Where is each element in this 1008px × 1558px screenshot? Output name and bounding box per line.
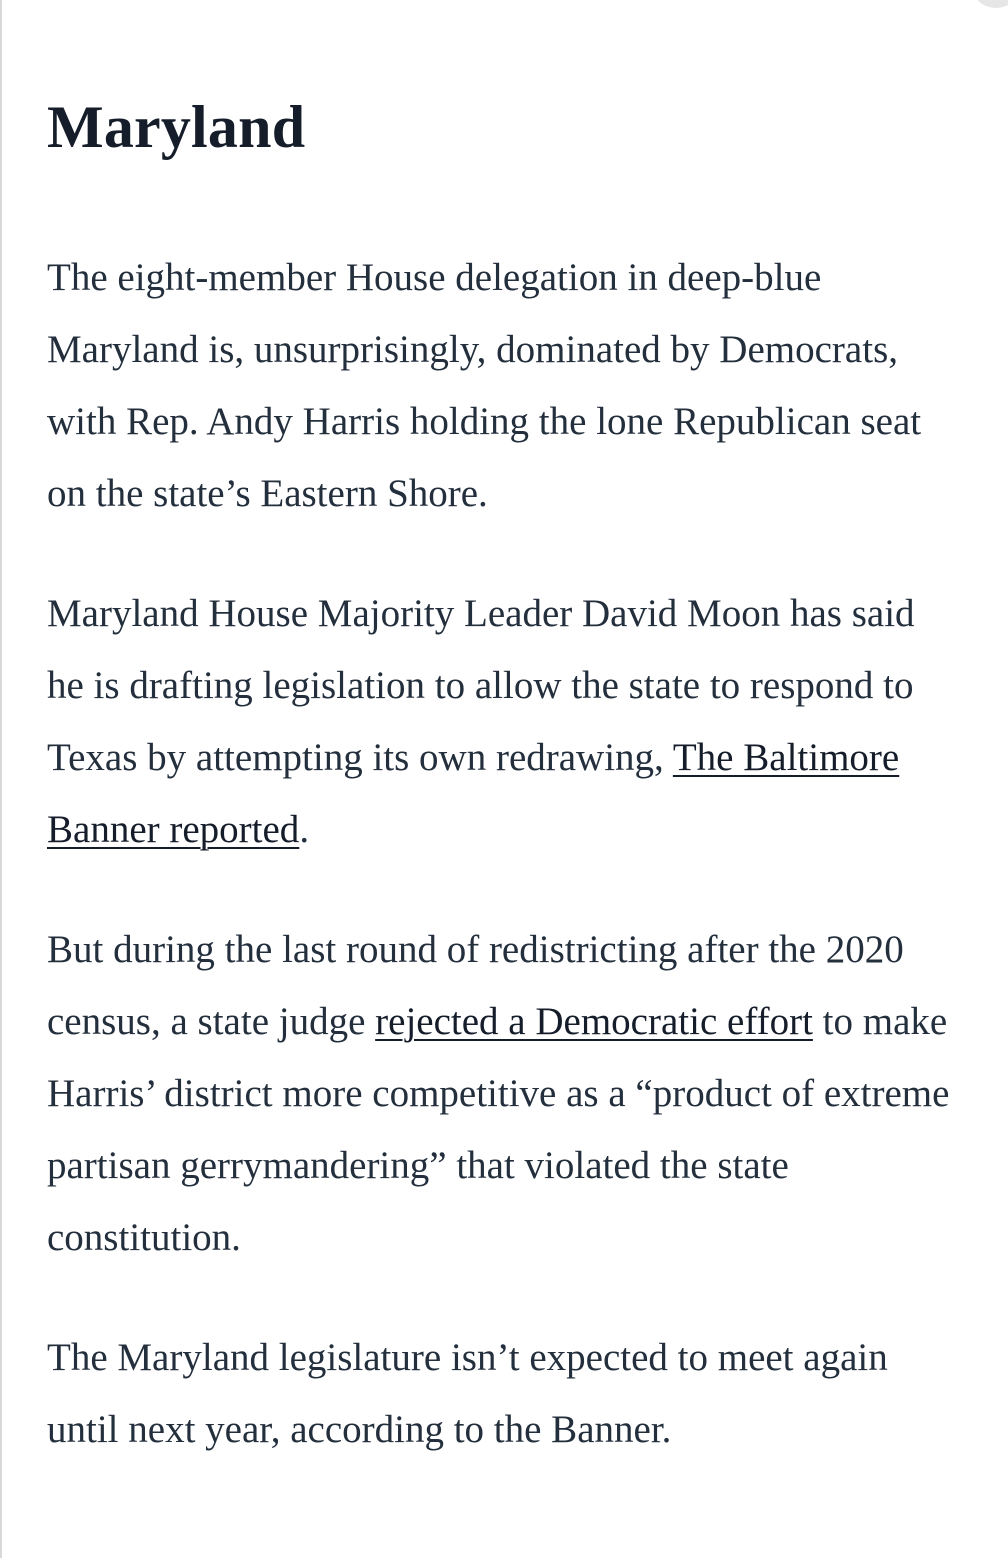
scroll-corner-shade — [976, 0, 1008, 8]
paragraph-delegation: The eight-member House delegation in deep-blue Maryland is, unsurprisingly, dominated by Democrats, with Rep. Andy Harris holding the lone Republican seat on the state’s Eastern Shore. — [47, 256, 922, 515]
paragraph-moon-legislation — [47, 578, 957, 866]
paragraph-redistricting-ruling — [47, 914, 957, 1274]
baltimore-banner-link[interactable]: The Baltimore Banner reported — [47, 736, 900, 851]
paragraph-text: Maryland House Majority Leader David Moon has said he is drafting legislation to allow the state to respond to Texas by attempting its own redrawing, — [47, 592, 915, 779]
section-heading: Maryland — [47, 94, 306, 160]
paragraph-text: But during the last round of redistricting after the 2020 census, a state judge — [47, 928, 904, 1043]
paragraph-text: . — [299, 808, 310, 851]
paragraph-legislature-schedule: The Maryland legislature isn’t expected to meet again until next year, according to the Banner. — [47, 1336, 888, 1451]
article-body — [47, 92, 957, 1466]
paragraph-text: to make Harris’ district more competitive as a “product of extreme partisan gerrymandering” that violated the state constitution. — [47, 1000, 950, 1259]
rejected-effort-link[interactable]: rejected a Democratic effort — [375, 1000, 813, 1043]
